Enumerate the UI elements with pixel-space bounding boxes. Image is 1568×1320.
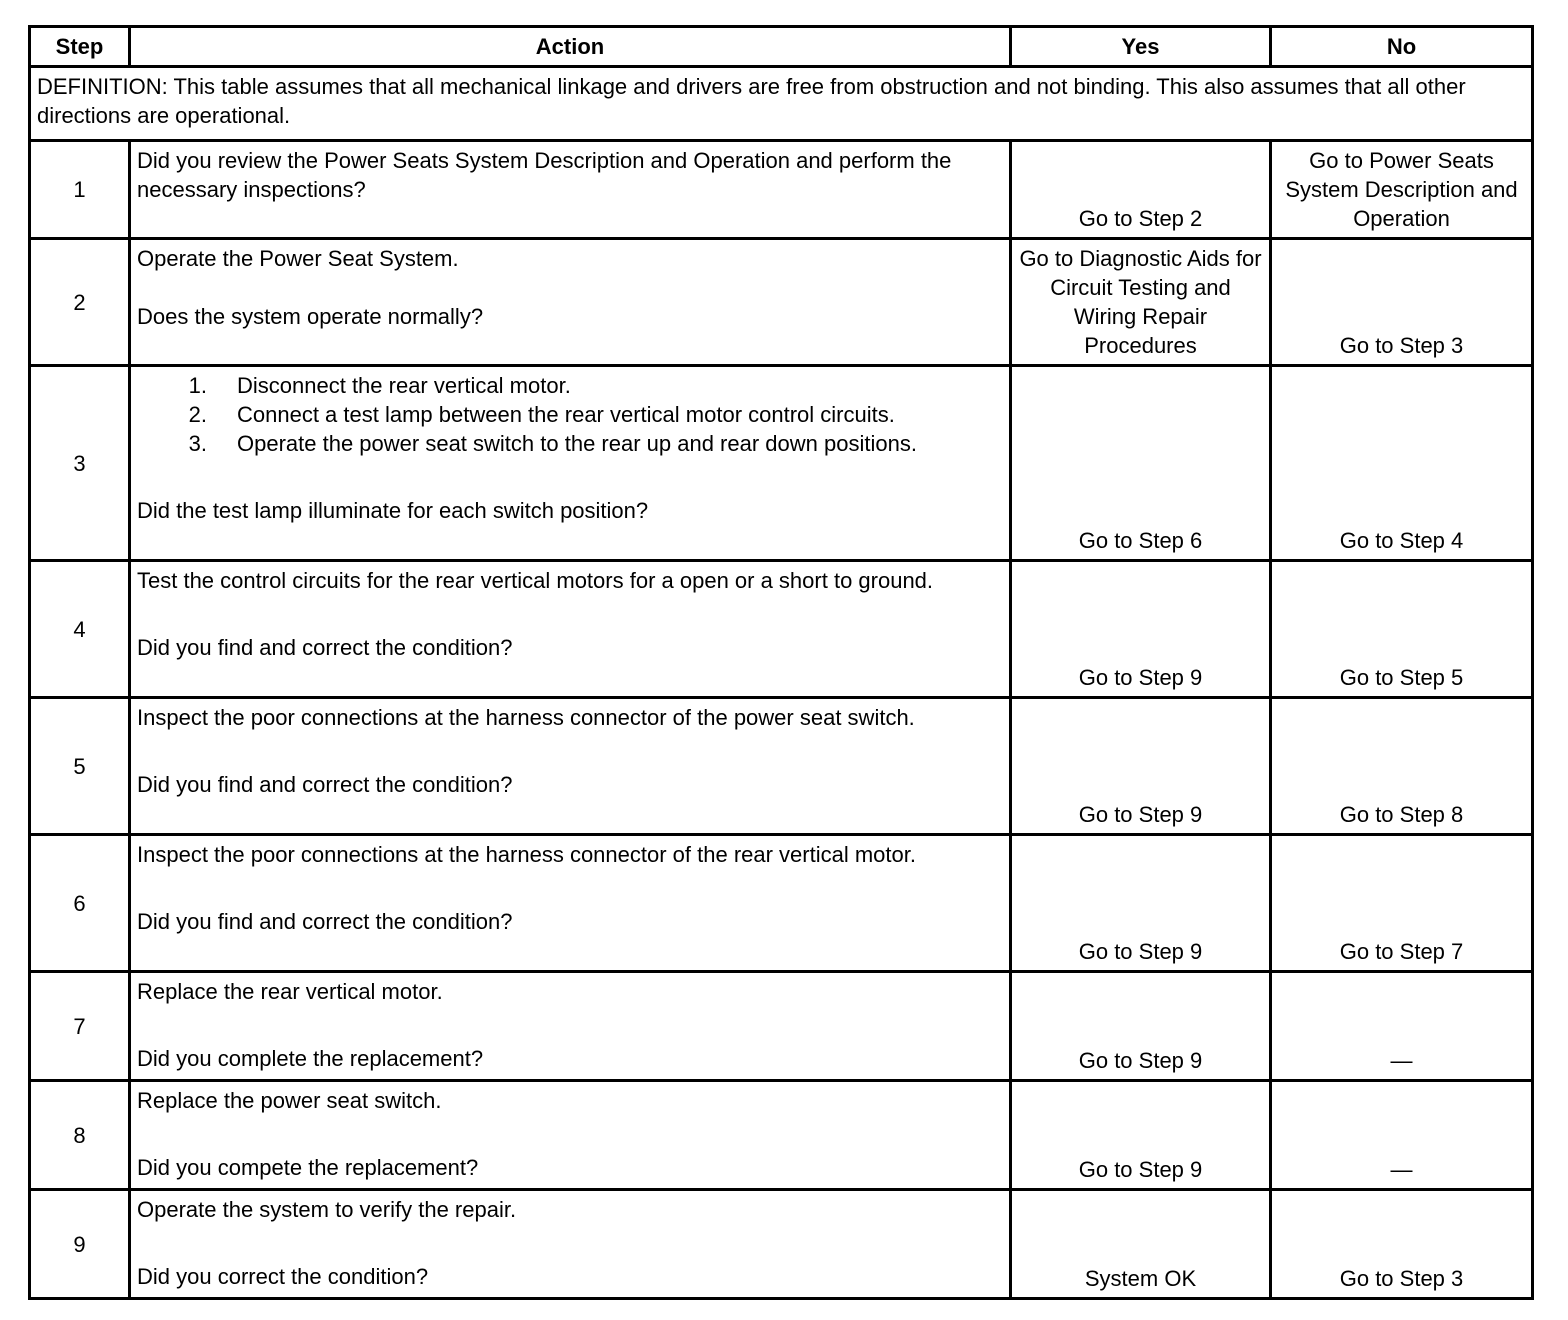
step-number: 8 [30, 1081, 130, 1190]
yes-cell: Go to Step 9 [1011, 561, 1271, 698]
action-question: Did you find and correct the condition? [137, 909, 513, 934]
action-instruction: Test the control circuits for the rear vertical motors for a open or a short to ground. [137, 568, 934, 593]
table-row [30, 835, 1533, 972]
action-question: Did you find and correct the condition? [137, 772, 513, 797]
table-row [30, 1190, 1533, 1299]
table-row [30, 1081, 1533, 1190]
action-question: Did you correct the condition? [137, 1264, 429, 1289]
action-question: Did you find and correct the condition? [137, 635, 513, 660]
substep-number: 2. [188, 402, 207, 427]
action-cell [130, 561, 1011, 698]
yes-cell: System OK [1011, 1190, 1271, 1299]
list-item [137, 400, 1003, 429]
action-cell [130, 1081, 1011, 1190]
yes-cell: Go to Step 9 [1011, 698, 1271, 835]
action-instruction: Did you review the Power Seats System Description and Operation and perform the necessary inspections? [137, 148, 952, 202]
definition-text: DEFINITION: This table assumes that all mechanical linkage and drivers are free from obstruction and not binding. This also assumes that all other directions are operational. [30, 67, 1533, 141]
step-number: 2 [30, 239, 130, 366]
action-question: Does the system operate normally? [137, 304, 484, 329]
table-row [30, 561, 1533, 698]
list-item [137, 429, 1003, 458]
step-number: 5 [30, 698, 130, 835]
action-cell [130, 141, 1011, 239]
step-number: 3 [30, 366, 130, 561]
no-cell: Go to Step 5 [1271, 561, 1533, 698]
action-cell [130, 366, 1011, 561]
no-cell: — [1271, 972, 1533, 1081]
action-cell [130, 1190, 1011, 1299]
yes-cell: Go to Step 9 [1011, 1081, 1271, 1190]
table-row [30, 366, 1533, 561]
action-instruction: Inspect the poor connections at the harness connector of the power seat switch. [137, 705, 915, 730]
definition-row [30, 67, 1533, 141]
action-question: Did the test lamp illuminate for each switch position? [137, 498, 649, 523]
yes-cell: Go to Step 9 [1011, 835, 1271, 972]
action-cell [130, 698, 1011, 835]
action-cell [130, 972, 1011, 1081]
diagnostic-table [28, 25, 1534, 1300]
list-item [137, 371, 1003, 400]
header-step: Step [30, 27, 130, 67]
no-cell: Go to Step 3 [1271, 1190, 1533, 1299]
yes-cell: Go to Diagnostic Aids for Circuit Testing and Wiring Repair Procedures [1011, 239, 1271, 366]
action-cell [130, 835, 1011, 972]
header-no: No [1271, 27, 1533, 67]
action-question: Did you complete the replacement? [137, 1046, 484, 1071]
action-instruction: Operate the system to verify the repair. [137, 1197, 517, 1222]
no-cell: Go to Step 3 [1271, 239, 1533, 366]
action-instruction: Inspect the poor connections at the harness connector of the rear vertical motor. [137, 842, 916, 867]
table-row [30, 239, 1533, 366]
table-row [30, 698, 1533, 835]
action-question: Did you compete the replacement? [137, 1155, 479, 1180]
header-action: Action [130, 27, 1011, 67]
yes-cell: Go to Step 2 [1011, 141, 1271, 239]
substep-list [137, 371, 1003, 458]
substep-text: Connect a test lamp between the rear vertical motor control circuits. [237, 402, 895, 427]
step-number: 6 [30, 835, 130, 972]
header-row [30, 27, 1533, 67]
step-number: 7 [30, 972, 130, 1081]
step-number: 9 [30, 1190, 130, 1299]
substep-number: 3. [188, 431, 207, 456]
step-number: 1 [30, 141, 130, 239]
no-cell: Go to Step 7 [1271, 835, 1533, 972]
substep-text: Disconnect the rear vertical motor. [237, 373, 571, 398]
substep-text: Operate the power seat switch to the rear up and rear down positions. [237, 431, 917, 456]
yes-cell: Go to Step 6 [1011, 366, 1271, 561]
table-row [30, 141, 1533, 239]
action-instruction: Replace the rear vertical motor. [137, 979, 443, 1004]
header-yes: Yes [1011, 27, 1271, 67]
action-cell [130, 239, 1011, 366]
no-cell: Go to Power Seats System Description and Operation [1271, 141, 1533, 239]
yes-cell: Go to Step 9 [1011, 972, 1271, 1081]
no-cell: — [1271, 1081, 1533, 1190]
action-instruction: Operate the Power Seat System. [137, 246, 459, 271]
no-cell: Go to Step 4 [1271, 366, 1533, 561]
action-instruction: Replace the power seat switch. [137, 1088, 442, 1113]
substep-number: 1. [188, 373, 207, 398]
step-number: 4 [30, 561, 130, 698]
table-row [30, 972, 1533, 1081]
no-cell: Go to Step 8 [1271, 698, 1533, 835]
